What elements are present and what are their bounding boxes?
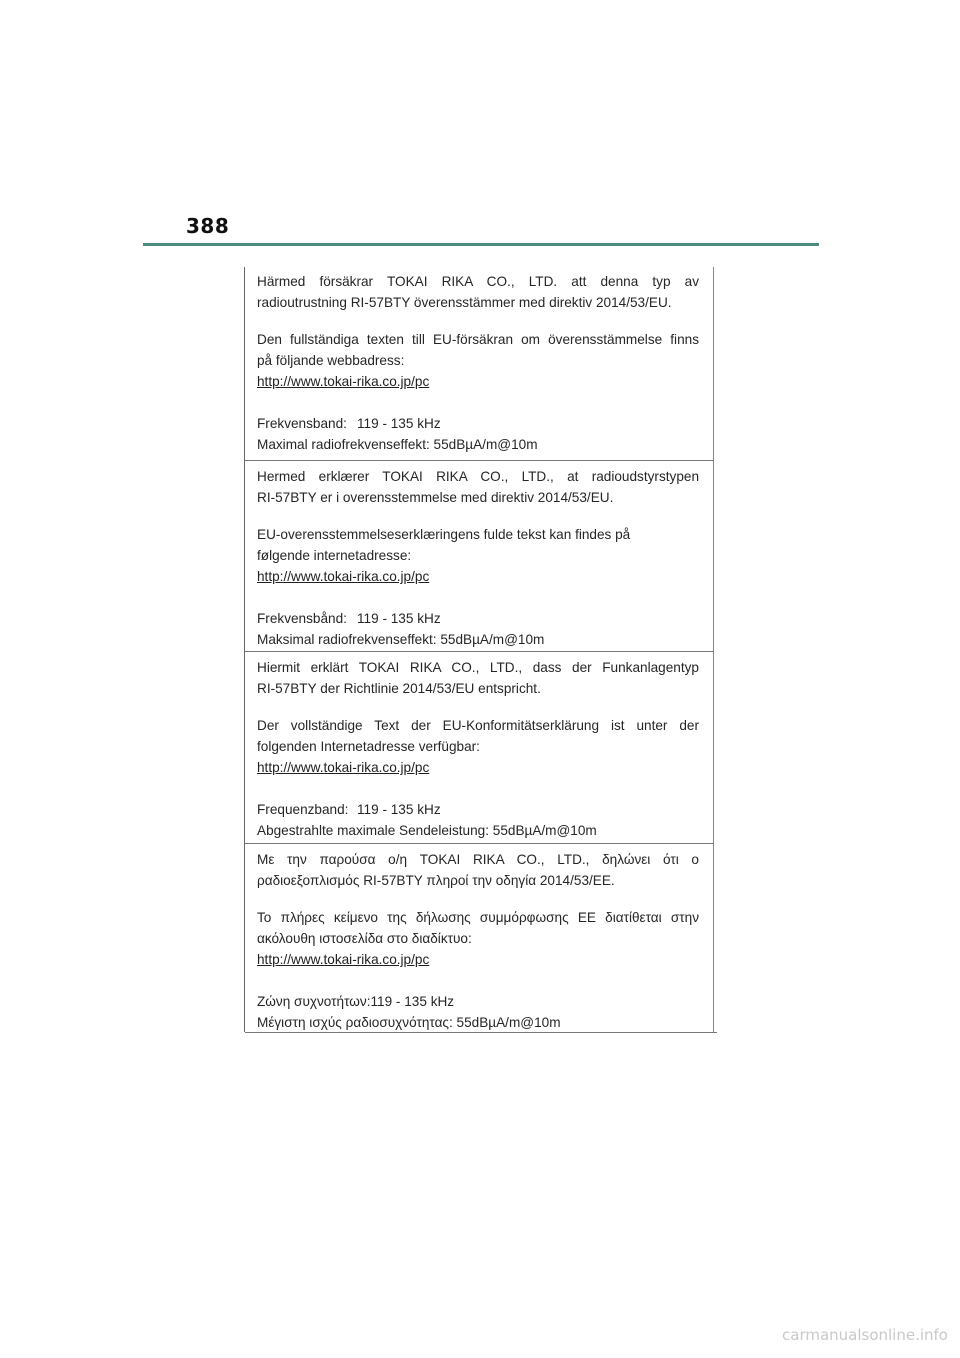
intro-line-2: RI-57BTY der Richtlinie 2014/53/EU entspricht. xyxy=(257,681,541,696)
declaration-box xyxy=(244,267,714,1032)
text-line-2: på följande webbadress: xyxy=(257,353,405,368)
text-line-1: Den fullständiga texten till EU-försäkran om överensstämmelse finns xyxy=(257,332,699,347)
frequency-band-value: 119 - 135 kHz xyxy=(357,611,441,626)
intro-line-1: Hiermit erklärt TOKAI RIKA CO., LTD., dass der Funkanlagentyp xyxy=(257,660,699,675)
frequency-band-label: Frequenzband: xyxy=(257,802,349,817)
declaration-block-swedish xyxy=(245,271,713,455)
intro-line-2: radioutrustning RI-57BTY överensstämmer med direktiv 2014/53/EU. xyxy=(257,295,672,310)
frequency-band-value: 119 - 135 kHz xyxy=(357,802,441,817)
intro-line-2: ραδιοεξοπλισμός RI-57BTY πληροί την οδηγία 2014/53/ΕΕ. xyxy=(257,873,615,888)
frequency-band-label: Ζώνη συχνοτήτων: xyxy=(257,994,371,1009)
text-line-2: folgenden Internetadresse verfügbar: xyxy=(257,739,480,754)
text-line-1: Το πλήρες κείμενο της δήλωσης συμμόρφωσης ΕΕ διατίθεται στην xyxy=(257,910,699,925)
intro-line-1: Härmed försäkrar TOKAI RIKA CO., LTD. att denna typ av xyxy=(257,274,699,289)
frequency-band-value: 119 - 135 kHz xyxy=(370,994,455,1009)
text-line-1: Der vollständige Text der EU-Konformitätserklärung ist unter der xyxy=(257,718,699,733)
declaration-block-greek xyxy=(245,843,713,1033)
frequency-band-label: Frekvensband: xyxy=(257,416,347,431)
intro-line-1: Με την παρούσα ο/η TOKAI RIKA CO., LTD., δηλώνει ότι ο xyxy=(257,852,699,867)
intro-line-1: Hermed erklærer TOKAI RIKA CO., LTD., at radioudstyrstypen xyxy=(257,469,699,484)
max-power: Μέγιστη ισχύς ραδιοσυχνότητας: 55dBµA/m@10m xyxy=(257,1015,561,1030)
declaration-block-german xyxy=(245,651,713,841)
intro-line-2: RI-57BTY er i overensstemmelse med direktiv 2014/53/EU. xyxy=(257,490,614,505)
frequency-band-label: Frekvensbånd: xyxy=(257,611,347,626)
frequency-band-value: 119 - 135 kHz xyxy=(357,416,441,431)
max-power: Maksimal radiofrekvenseffekt: 55dBµA/m@10m xyxy=(257,632,545,647)
declaration-url-link[interactable]: http://www.tokai-rika.co.jp/pc xyxy=(257,569,430,584)
declaration-url-link[interactable]: http://www.tokai-rika.co.jp/pc xyxy=(257,374,430,389)
text-line-2: ακόλουθη ιστοσελίδα στο διαδίκτυο: xyxy=(257,931,472,946)
header-rule xyxy=(143,243,819,246)
text-line-2: følgende internetadresse: xyxy=(257,548,412,563)
page-number: 388 xyxy=(186,214,230,238)
max-power: Maximal radiofrekvenseffekt: 55dBµA/m@10m xyxy=(257,437,538,452)
text-line-1: EU-overensstemmelseserklæringens fulde tekst kan findes på xyxy=(257,527,631,542)
declaration-block-danish xyxy=(245,460,713,650)
site-watermark: carmanualsonline.info xyxy=(782,1326,948,1344)
declaration-url-link[interactable]: http://www.tokai-rika.co.jp/pc xyxy=(257,760,430,775)
max-power: Abgestrahlte maximale Sendeleistung: 55dBµA/m@10m xyxy=(257,823,597,838)
declaration-url-link[interactable]: http://www.tokai-rika.co.jp/pc xyxy=(257,952,430,967)
